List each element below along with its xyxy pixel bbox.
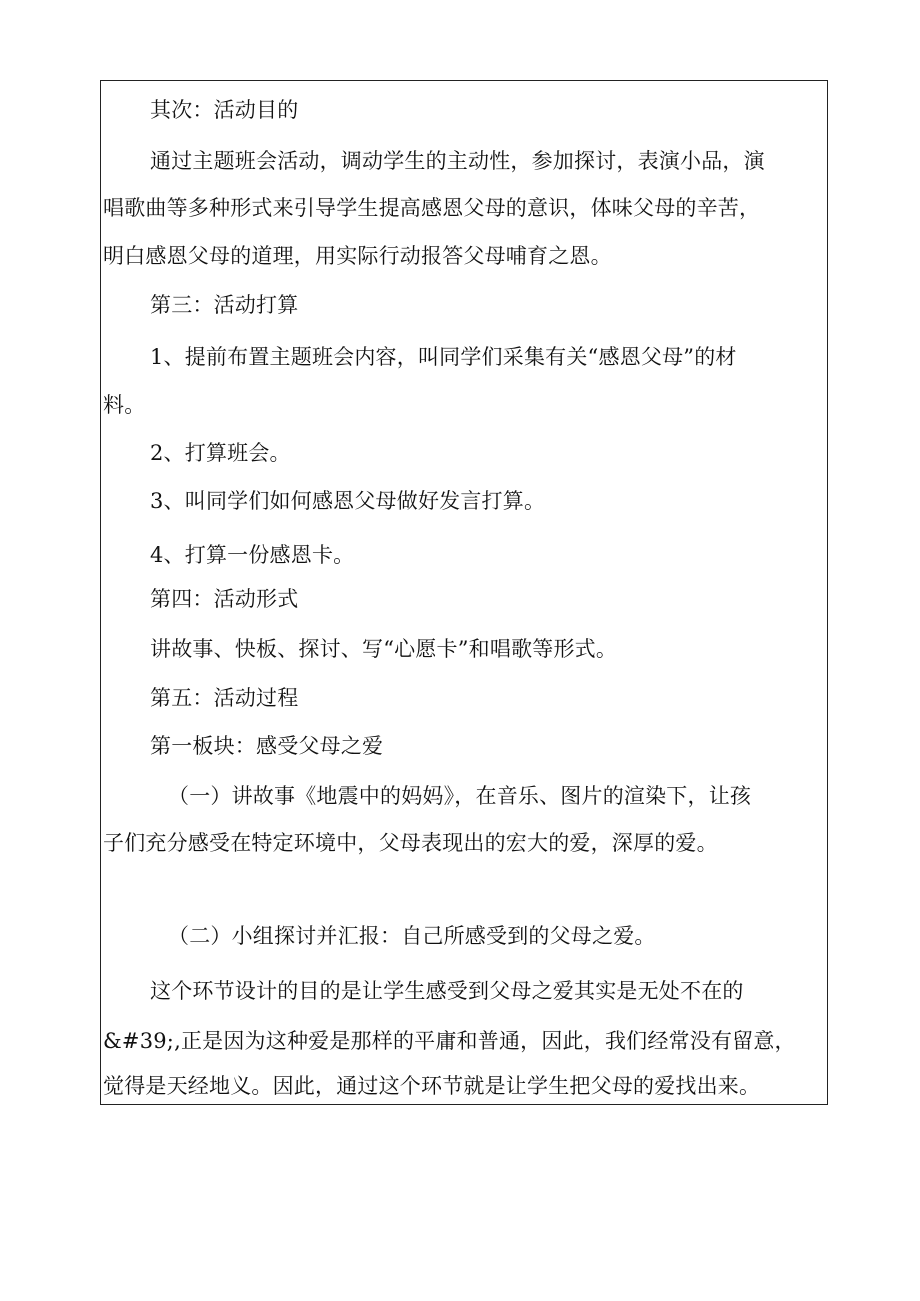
- plan-item-1-line-2: 料。: [103, 393, 146, 417]
- paragraph-explain-line-3: 觉得是天经地义。因此，通过这个环节就是让学生把父母的爱找出来。: [103, 1074, 761, 1098]
- heading-process: 第五：活动过程: [150, 686, 299, 710]
- sub-1-line-1: （一）讲故事《地震中的妈妈》，在音乐、图片的渲染下，让孩: [168, 784, 752, 808]
- block-1-title: 第一板块：感受父母之爱: [150, 734, 384, 758]
- plan-item-2: 2、打算班会。: [150, 441, 291, 465]
- plan-item-3: 3、叫同学们如何感恩父母做好发言打算。: [150, 489, 546, 513]
- paragraph-purpose-line-2: 唱歌曲等多种形式来引导学生提高感恩父母的意识，体味父母的辛苦，: [103, 196, 761, 220]
- paragraph-form: 讲故事、快板、探讨、写“心愿卡”和唱歌等形式。: [150, 637, 618, 661]
- paragraph-purpose-line-3: 明白感恩父母的道理，用实际行动报答父母哺育之恩。: [103, 244, 612, 268]
- heading-form: 第四：活动形式: [150, 587, 299, 611]
- sub-2: （二）小组探讨并汇报：自己所感受到的父母之爱。: [168, 924, 656, 948]
- sub-1-line-2: 子们充分感受在特定环境中，父母表现出的宏大的爱，深厚的爱。: [103, 831, 718, 855]
- paragraph-purpose-line-1: 通过主题班会活动，调动学生的主动性，参加探讨，表演小品，演: [150, 149, 765, 173]
- heading-plan: 第三：活动打算: [150, 293, 299, 317]
- plan-item-1-line-1: 1、提前布置主题班会内容，叫同学们采集有关“感恩父母”的材: [150, 345, 737, 369]
- heading-purpose: 其次：活动目的: [150, 98, 299, 122]
- paragraph-explain-line-2: &#39;,正是因为这种爱是那样的平庸和普通，因此，我们经常没有留意，: [103, 1029, 796, 1053]
- plan-item-4: 4、打算一份感恩卡。: [150, 543, 355, 567]
- paragraph-explain-line-1: 这个环节设计的目的是让学生感受到父母之爱其实是无处不在的: [150, 979, 744, 1003]
